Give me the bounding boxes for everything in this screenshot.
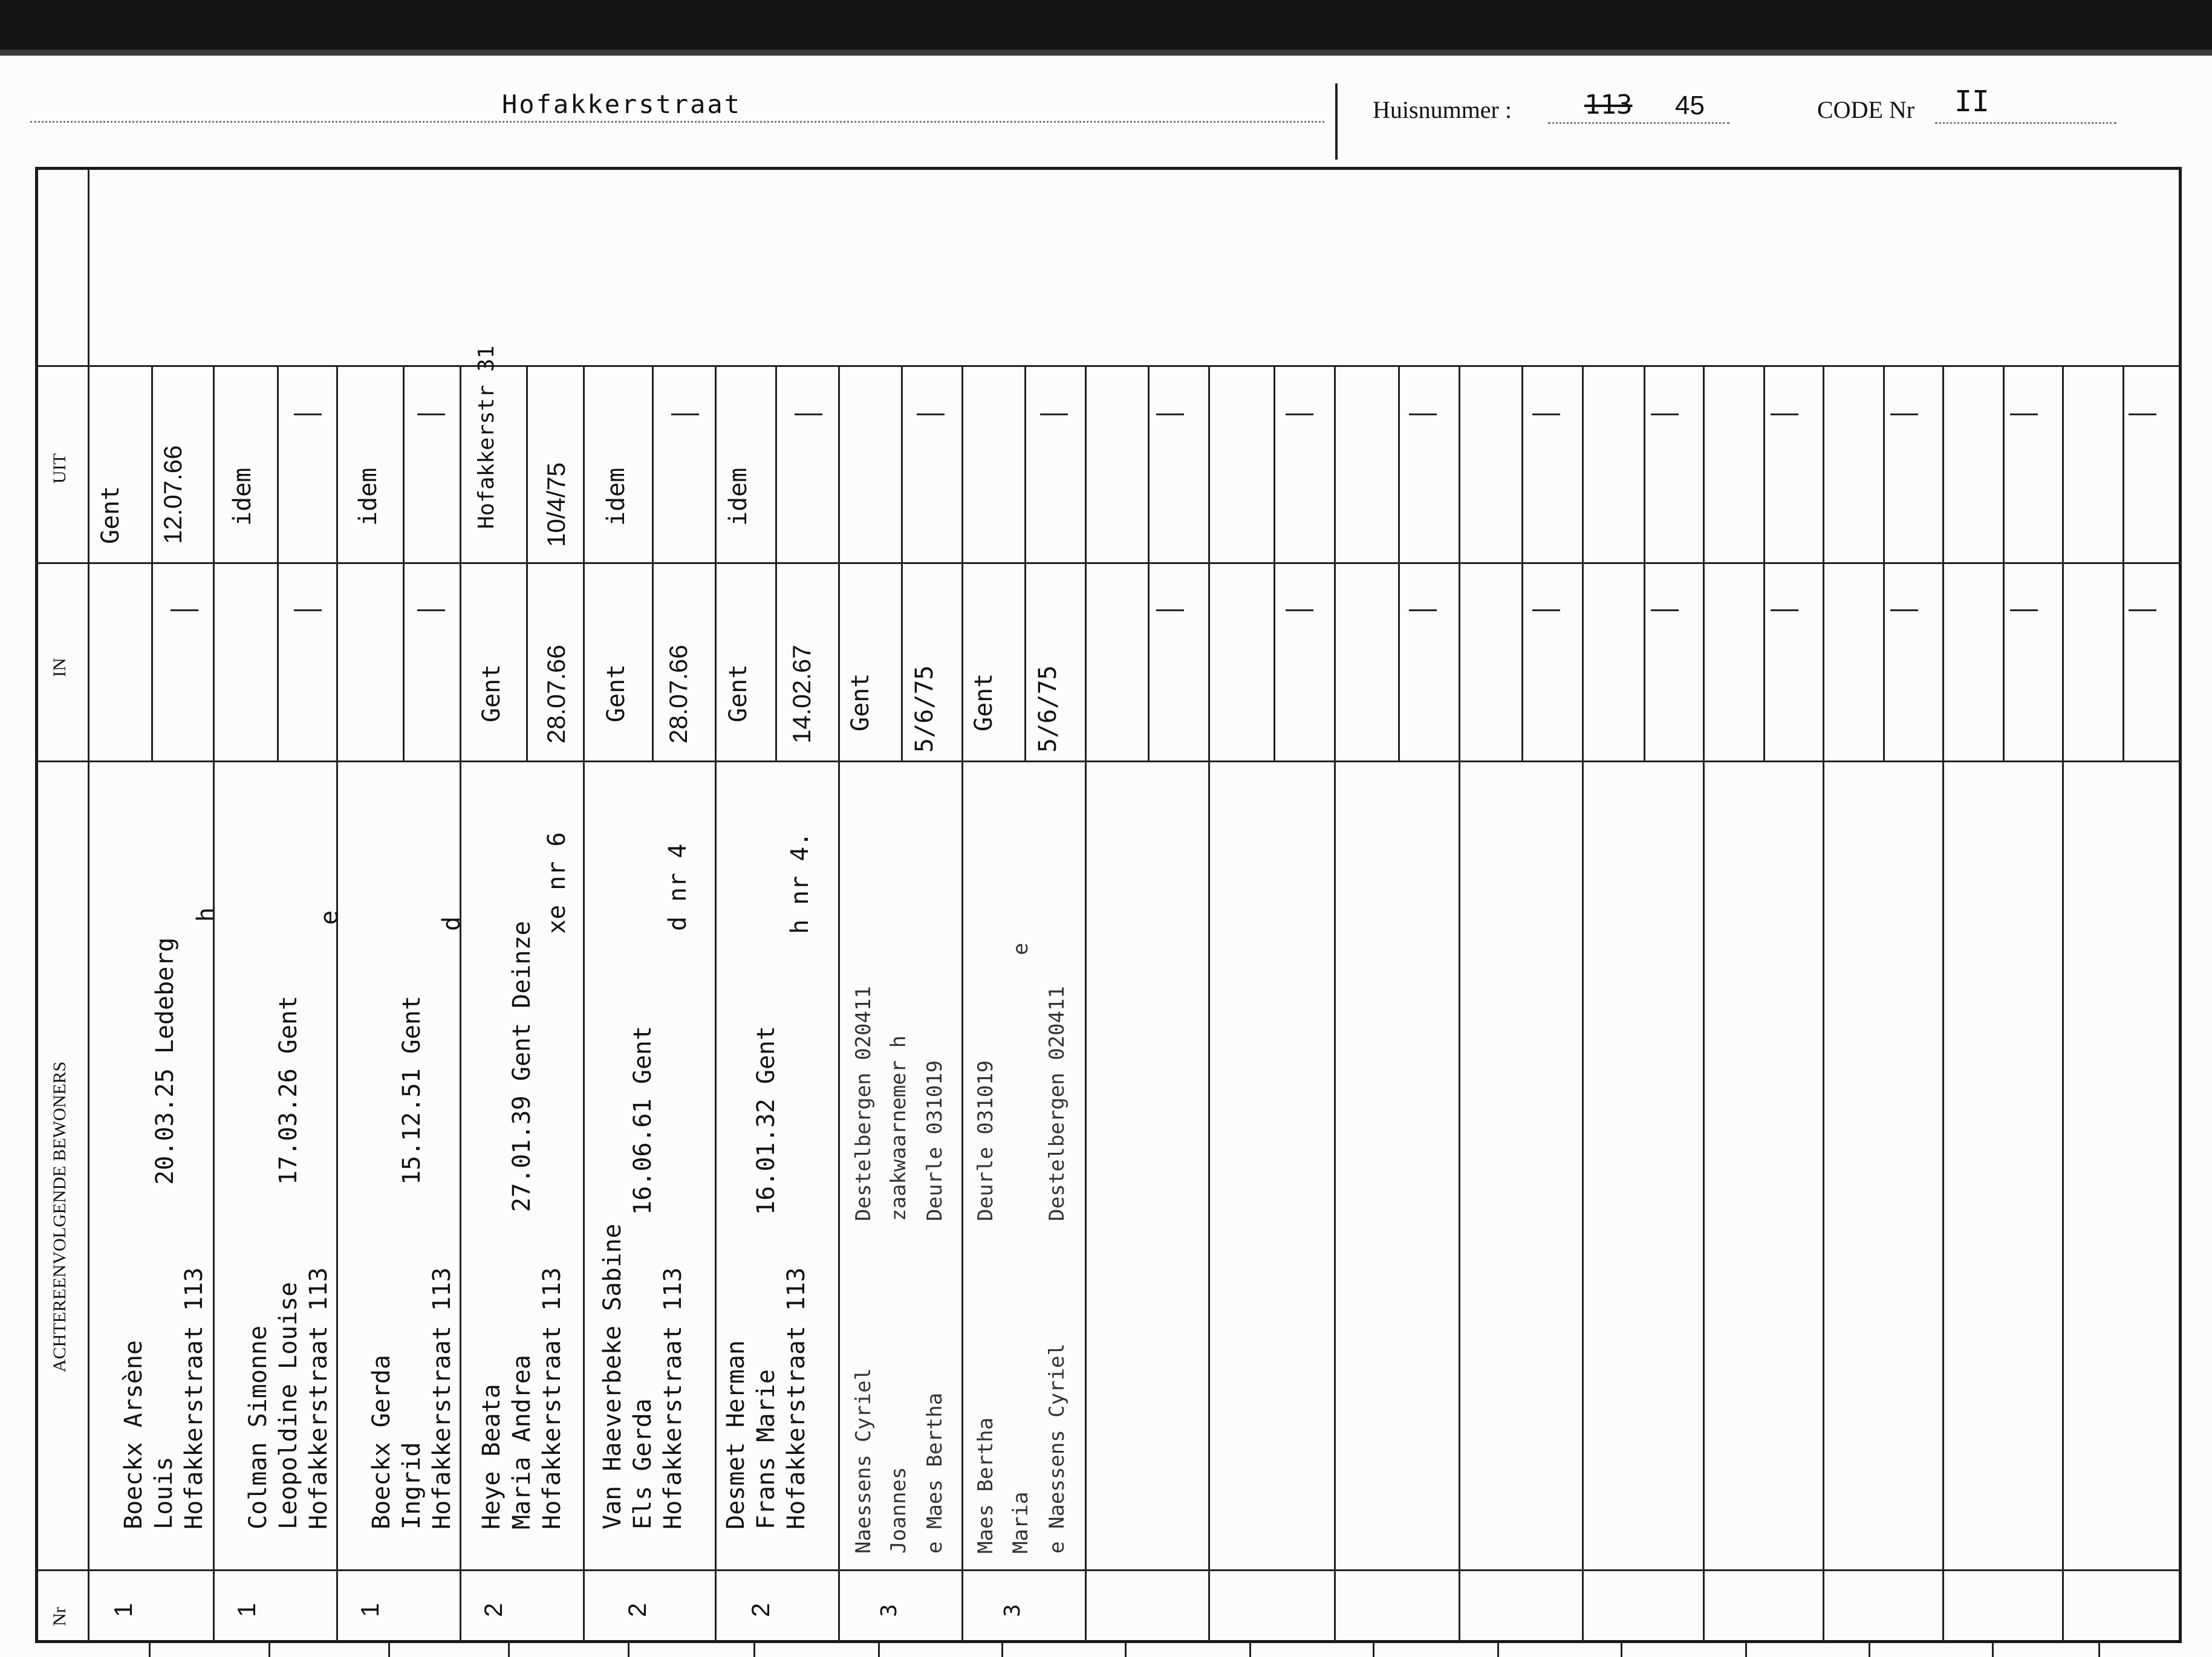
column-divider xyxy=(1703,365,1705,1643)
entry-nr: 3 xyxy=(877,1604,902,1617)
in-date: 5/6/75 xyxy=(911,665,938,753)
empty-dash xyxy=(1651,609,1679,611)
entry-address: Hofakkerstraat 113 xyxy=(180,1267,208,1529)
column-divider xyxy=(213,365,215,1643)
header-divider xyxy=(1335,83,1338,160)
bewoners-nr-rule xyxy=(35,1569,2182,1571)
in-date: 28.07.66 xyxy=(664,644,692,744)
entry-birth: 20.03.25 Ledeberg xyxy=(151,937,179,1185)
empty-dash xyxy=(1771,413,1798,415)
entry-code: d xyxy=(438,916,466,931)
uit-place: idem xyxy=(724,467,752,526)
ruler-tick xyxy=(2098,1642,2100,1657)
uit-place: idem xyxy=(602,467,630,526)
ruler-tick xyxy=(1621,1642,1622,1657)
empty-dash xyxy=(1409,413,1437,415)
in-place: Gent xyxy=(724,664,752,722)
subcolumn-divider xyxy=(403,365,405,760)
entry-birth: 17.03.26 Gent xyxy=(275,995,302,1185)
column-divider xyxy=(838,365,840,1643)
uit-top-rule xyxy=(35,365,2182,367)
uit-date-dash xyxy=(294,413,322,415)
subcolumn-divider xyxy=(277,365,279,760)
entry-name: Boeckx Arsène xyxy=(120,1340,148,1529)
uit-place: idem xyxy=(354,467,382,526)
subcolumn-divider xyxy=(901,365,903,760)
column-divider xyxy=(1582,365,1584,1643)
house-number-new: 45 xyxy=(1675,91,1705,120)
entry-occupation: zaakwaarnemer h xyxy=(886,1035,911,1221)
entry-nr: 2 xyxy=(746,1603,775,1617)
column-divider xyxy=(336,365,338,1643)
entry-name: Boeckx Gerda xyxy=(368,1355,395,1529)
ruler-tick xyxy=(878,1642,880,1657)
in-place: Gent xyxy=(970,673,998,731)
empty-dash xyxy=(1286,609,1313,611)
uit-date-dash xyxy=(1040,413,1068,415)
in-place: Gent xyxy=(847,673,874,731)
entry-code: e xyxy=(316,910,343,925)
entry-birth: 15.12.51 Gent xyxy=(398,995,426,1185)
column-divider xyxy=(1459,365,1460,1643)
entry-name: Heye Beata xyxy=(478,1384,506,1529)
ruler-tick xyxy=(1745,1642,1747,1657)
ruler-tick xyxy=(753,1642,755,1657)
subcolumn-divider xyxy=(775,365,777,760)
empty-dash xyxy=(2010,609,2038,611)
entry-given-names: Frans Marie xyxy=(752,1369,780,1529)
uit-date: 10/4/75 xyxy=(542,462,570,547)
code-dotted-line xyxy=(1935,121,2116,124)
scan-top-edge xyxy=(0,50,2212,56)
uit-date-dash xyxy=(795,413,822,415)
entry-code: h xyxy=(192,907,220,922)
entry-code: Deurle 031019 xyxy=(923,1060,947,1221)
entry-given-names: Joannes xyxy=(886,1467,911,1554)
entry-name: Desmet Herman xyxy=(722,1340,750,1529)
ruler-tick xyxy=(508,1642,510,1657)
entry-spouse: e Maes Bertha xyxy=(923,1392,947,1554)
in-date-dash xyxy=(171,609,198,611)
entry-nr: 1 xyxy=(232,1603,261,1617)
entry-code: d nr 4 xyxy=(664,843,692,931)
house-number-old: 113 xyxy=(1584,89,1633,120)
entry-given-names: Louis xyxy=(150,1456,178,1529)
entry-address: Hofakkerstraat 113 xyxy=(428,1267,456,1529)
in-bewoners-rule xyxy=(35,760,2182,762)
entry-birth: Deurle 031019 xyxy=(974,1060,998,1221)
column-divider xyxy=(1085,365,1087,1643)
entry-address: Hofakkerstraat 113 xyxy=(659,1267,687,1529)
column-divider xyxy=(715,365,717,1643)
empty-dash xyxy=(1890,413,1918,415)
empty-dash xyxy=(1156,413,1184,415)
entry-spouse: e Naessens Cyriel xyxy=(1045,1343,1069,1554)
ruler-tick xyxy=(268,1642,270,1657)
entry-given-names: Maria xyxy=(1009,1491,1033,1554)
ruler-tick xyxy=(1497,1642,1499,1657)
subcolumn-divider xyxy=(151,365,153,760)
uit-date-dash xyxy=(917,413,945,415)
uit-header: UIT xyxy=(50,453,70,484)
in-date: 5/6/75 xyxy=(1034,665,1062,753)
entry-name: Naessens Cyriel xyxy=(851,1367,876,1554)
bewoners-header: ACHTEREENVOLGENDE BEWONERS xyxy=(50,1061,70,1372)
column-divider xyxy=(1823,365,1824,1643)
empty-dash xyxy=(2129,413,2156,415)
ruler-tick xyxy=(1373,1642,1374,1657)
ruler-tick xyxy=(628,1642,629,1657)
empty-dash xyxy=(2010,413,2038,415)
entry-address: Hofakkerstraat 113 xyxy=(538,1267,566,1529)
empty-dash xyxy=(2129,609,2156,611)
empty-dash xyxy=(1890,609,1918,611)
uit-date-dash xyxy=(417,413,445,415)
entry-name: Colman Simonne xyxy=(244,1325,272,1529)
entry-nr: 1 xyxy=(109,1603,137,1617)
subcolumn-divider xyxy=(652,365,654,760)
in-place: Gent xyxy=(602,664,630,722)
subcolumn-divider xyxy=(1883,365,1885,760)
entry-given-names: Leopoldine Louise xyxy=(275,1282,302,1529)
entry-code-letter: e xyxy=(1009,942,1033,955)
subcolumn-divider xyxy=(1521,365,1523,760)
empty-dash xyxy=(1156,609,1184,611)
subcolumn-divider xyxy=(526,365,528,760)
ruler-tick xyxy=(149,1642,151,1657)
ruler-tick xyxy=(1125,1642,1127,1657)
subcolumn-divider xyxy=(1148,365,1150,760)
empty-dash xyxy=(1532,413,1560,415)
ruler-tick xyxy=(1001,1642,1003,1657)
entry-given-names: Els Gerda xyxy=(629,1398,657,1529)
subcolumn-divider xyxy=(2123,365,2124,760)
ruler-tick xyxy=(388,1642,390,1657)
uit-place: idem xyxy=(229,467,256,526)
entry-code: Destelbergen 020411 xyxy=(1045,986,1069,1221)
in-date: 28.07.66 xyxy=(542,644,570,744)
in-header: IN xyxy=(50,658,70,677)
uit-in-rule xyxy=(35,562,2182,564)
entry-given-names: Ingrid xyxy=(398,1442,426,1529)
entry-nr: 1 xyxy=(356,1603,384,1617)
column-divider xyxy=(460,365,461,1643)
code-label: CODE Nr xyxy=(1817,96,1915,123)
entry-given-names: Maria Andrea xyxy=(508,1355,536,1529)
nr-header: Nr xyxy=(50,1607,70,1626)
house-number-label: Huisnummer : xyxy=(1373,96,1512,123)
entry-code: h nr 4. xyxy=(786,832,814,934)
scan-top-border xyxy=(0,0,2212,53)
empty-dash xyxy=(1286,413,1313,415)
entry-name: Maes Bertha xyxy=(974,1417,998,1554)
entry-nr: 2 xyxy=(479,1603,507,1617)
subcolumn-divider xyxy=(1763,365,1765,760)
in-date-dash xyxy=(294,609,322,611)
empty-dash xyxy=(1409,609,1437,611)
empty-dash xyxy=(1771,609,1798,611)
column-divider xyxy=(961,365,963,1643)
in-place: Gent xyxy=(478,664,506,722)
column-divider xyxy=(1208,365,1210,1643)
in-date-dash xyxy=(417,609,445,611)
empty-dash xyxy=(1651,413,1679,415)
entry-nr: 2 xyxy=(623,1603,651,1617)
subcolumn-divider xyxy=(1024,365,1026,760)
subcolumn-divider xyxy=(1644,365,1645,760)
uit-place: Hofakkerstr 31 xyxy=(474,345,499,529)
empty-dash xyxy=(1532,609,1560,611)
code-value: II xyxy=(1954,85,1989,118)
ruler-tick xyxy=(1992,1642,1994,1657)
uit-date-dash xyxy=(671,413,699,415)
entry-name: Van Haeverbeke Sabine xyxy=(599,1224,626,1529)
entry-birth: 16.01.32 Gent xyxy=(752,1025,780,1215)
uit-place: Gent xyxy=(97,485,125,544)
house-number-dotted-line xyxy=(1548,121,1729,124)
entry-birth: 27.01.39 Gent Deinze xyxy=(508,921,536,1212)
entry-address: Hofakkerstraat 113 xyxy=(305,1267,333,1529)
register-table xyxy=(35,167,2182,1643)
in-date: 14.02.67 xyxy=(787,644,816,744)
ruler-tick xyxy=(1249,1642,1251,1657)
subcolumn-divider xyxy=(1274,365,1275,760)
entry-address: Hofakkerstraat 113 xyxy=(782,1267,810,1529)
column-divider xyxy=(1334,365,1336,1643)
column-divider xyxy=(2062,365,2064,1643)
entry-birth: 16.06.61 Gent xyxy=(629,1025,657,1215)
column-divider xyxy=(583,365,585,1643)
entry-birth: Destelbergen 020411 xyxy=(851,986,876,1221)
subcolumn-divider xyxy=(2003,365,2005,760)
street-name: Hofakkerstraat xyxy=(502,89,742,119)
label-column-divider xyxy=(88,167,89,1643)
entry-nr: 3 xyxy=(1000,1604,1025,1617)
uit-date: 12.07.66 xyxy=(158,445,187,544)
column-divider xyxy=(1942,365,1944,1643)
subcolumn-divider xyxy=(1398,365,1400,760)
ruler-tick xyxy=(1869,1642,1870,1657)
entry-code: xe nr 6 xyxy=(543,832,571,934)
